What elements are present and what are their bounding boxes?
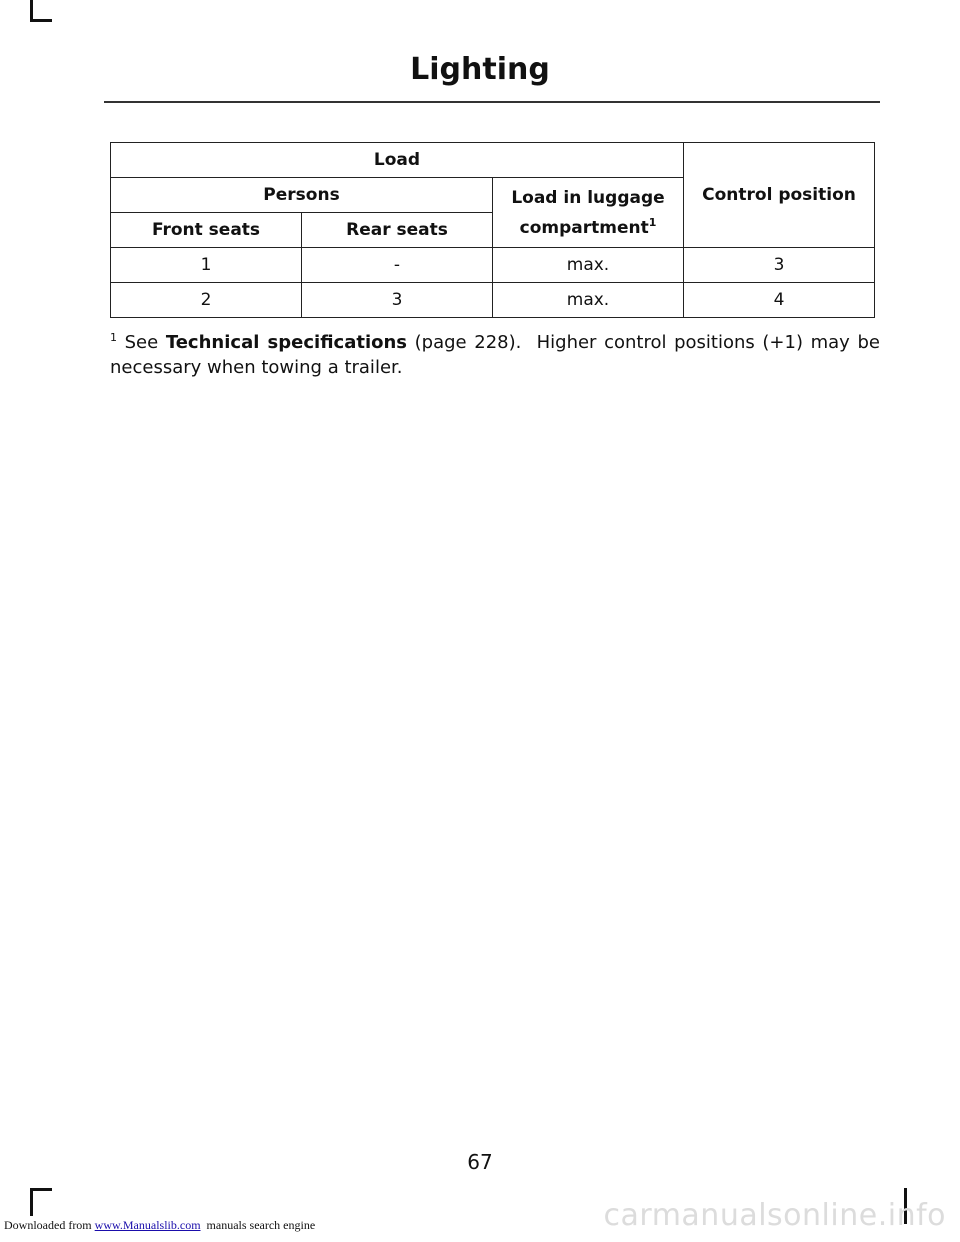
footnote-prefix: See [124,332,159,353]
load-control-table [110,142,875,318]
title-divider [104,101,880,103]
watermark-prefix: Downloaded from [4,1218,92,1232]
page-number: 67 [467,1150,493,1174]
table-row [111,248,875,283]
cell-luggage: max. [493,248,684,283]
crop-mark-bottom-left [30,1188,52,1191]
cell-rear-seats: - [302,248,493,283]
page-title: Lighting [410,52,550,87]
crop-mark-top-left-horizontal [30,19,52,22]
cell-control-position: 4 [684,283,875,318]
crop-mark-bottom-left-vertical [30,1188,33,1216]
footnote-page-ref: (page 228). [414,332,522,353]
header-luggage [493,178,684,248]
table-footnote [110,330,880,380]
download-watermark [4,1218,315,1233]
header-control-position: Control position [684,143,875,248]
cell-front-seats: 2 [111,283,302,318]
header-luggage-footnote-marker: 1 [648,215,657,229]
cell-front-seats: 1 [111,248,302,283]
table-header-row [111,143,875,178]
header-front-seats: Front seats [111,213,302,248]
header-luggage-label: Load in luggage compartment [511,187,665,238]
watermark-suffix: manuals search engine [206,1218,316,1232]
footnote-marker: 1 [110,331,117,344]
cell-rear-seats: 3 [302,283,493,318]
footnote-text: Higher control positions (+1) may be necessary when towing a trailer. [110,332,880,378]
header-persons: Persons [111,178,493,213]
manualslib-link[interactable]: www.Manualslib.com [94,1218,201,1232]
cell-luggage: max. [493,283,684,318]
cell-control-position: 3 [684,248,875,283]
header-rear-seats: Rear seats [302,213,493,248]
technical-specifications-link[interactable]: Technical specifications [165,332,408,353]
table-row [111,283,875,318]
header-load: Load [111,143,684,178]
brand-watermark: carmanualsonline.info [603,1198,946,1233]
